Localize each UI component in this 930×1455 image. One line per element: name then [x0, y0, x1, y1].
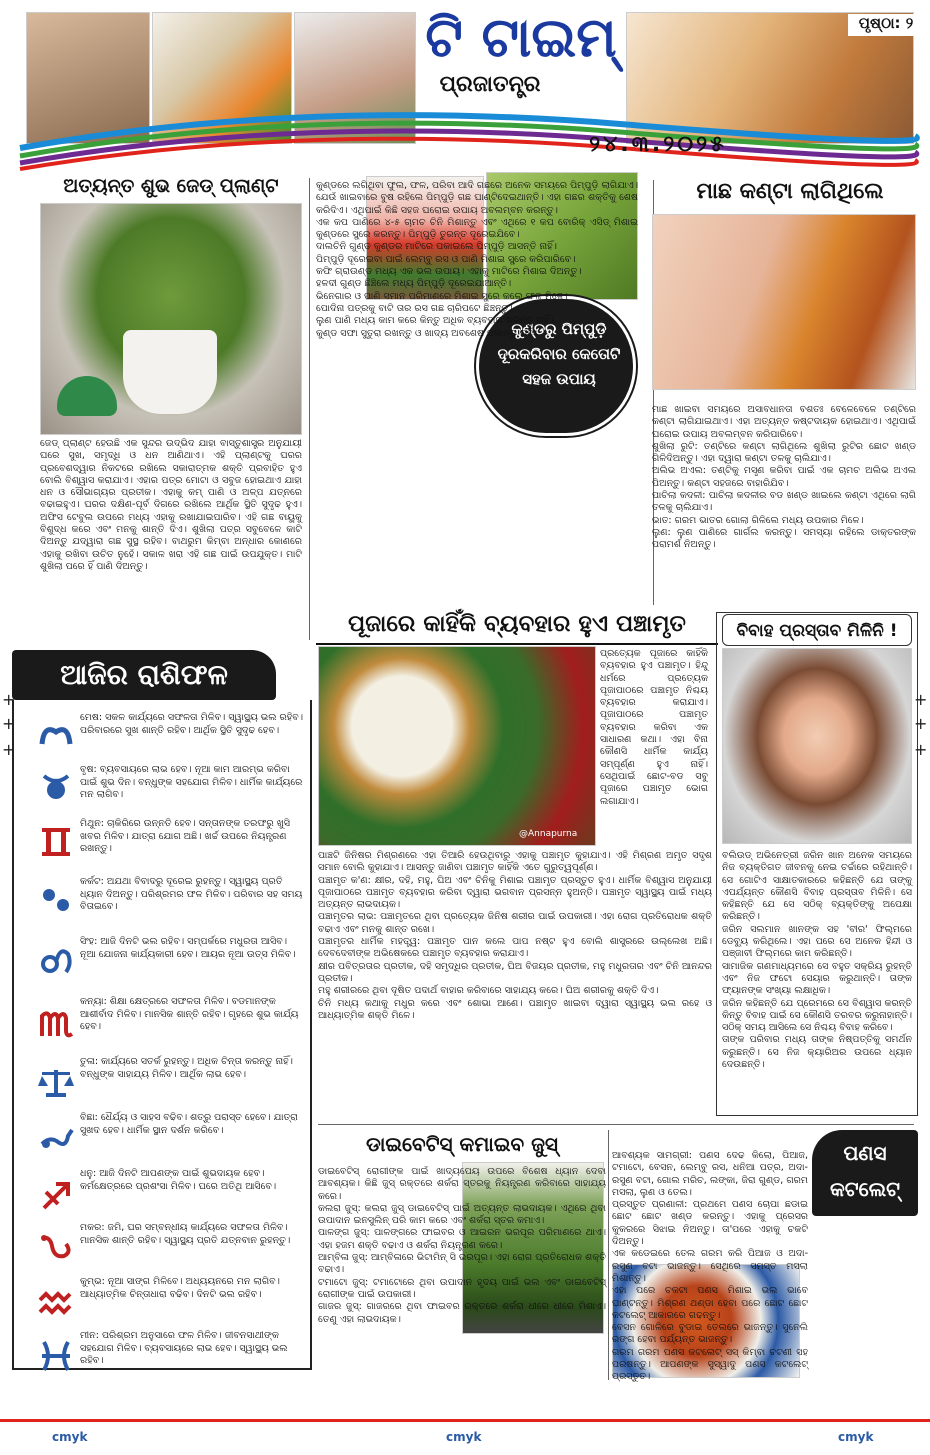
- fish-headline: ମାଛ କଣ୍ଟା ଲାଗିଥିଲେ: [696, 179, 884, 204]
- aquarius-icon: [38, 1288, 74, 1320]
- cutlet-headline-box: [812, 1130, 918, 1216]
- leo-icon: [38, 944, 74, 976]
- juice-headline: ଡାଇବେଟିସ୍ କମାଇବ ଜୁସ୍: [366, 1132, 558, 1156]
- masthead-subtitle: ପ୍ରଜାତନ୍ତ୍ର: [439, 72, 541, 97]
- cutlet-body-continued: [804, 1220, 916, 1380]
- fish-photo: [652, 214, 916, 390]
- masthead-title: ଟି ଟାଇମ୍: [425, 5, 617, 69]
- crop-mark-left-2: +: [2, 714, 16, 733]
- turtle-figurine-shape: [57, 376, 117, 416]
- footer-mark-center: cmyk: [446, 1430, 482, 1444]
- panchamrit-underline: [316, 643, 718, 645]
- virgo-icon: [38, 1008, 74, 1040]
- aries-icon: [38, 718, 74, 750]
- fish-body: ମାଛ ଖାଇବା ସମୟରେ ଅସାବଧାନତା ବଶତଃ ବେଳେବେଳେ ତଣ୍ଟିରେ କଣ୍ଟା ଲାଗିଯାଇଥାଏ। ଏହା ଅତ୍ୟନ୍ତ କଷ୍ଟଦାୟକ ହୋଇଥାଏ। ଏଥିପାଇଁ ଘରୋଇ ଉପାୟ ଅବଲମ୍ବନ କରିପାରିବେ। ଶୁଖିଲା ରୁଟି: ତଣ୍ଟିରେ କଣ୍ଟା ଲାଗିଥିଲେ ଶୁଖିଲା ରୁଟିର ଛୋଟ ଖଣ୍ଡ ଗିଳିଦିଅନ୍ତୁ। ଏହା ଦ୍ୱାରା କଣ୍ଟା ତଳକୁ ଚାଲିଯାଏ। ଅଲିଭ ଅଏଲ: ତଣ୍ଟିକୁ ମସୃଣ କରିବା ପାଇଁ ଏକ ଚାମଚ ଅଲିଭ ଅଏଲ ପିଅନ୍ତୁ। କଣ୍ଟା ସହଜରେ ବାହାରିଯିବ। ପାଚିଲା କଦଳୀ: ପାଚିଲା କଦଳୀର ବଡ ଖଣ୍ଡ ଖାଇଲେ କଣ୍ଟା ଏଥିରେ ଲାଗି ତଳକୁ ଚାଲିଯାଏ। ଭାତ: ଗରମ ଭାତର ଗୋଲା ଗିଳିଲେ ମଧ୍ୟ ଉପକାର ମିଳେ। ଲୁଣ: ଲୁଣ ପାଣିରେ ଗାର୍ଗଲ କରନ୍ତୁ। ସମସ୍ୟା ରହିଲେ ଡାକ୍ତରଙ୍କ ପରାମର୍ଶ ନିଅନ୍ତୁ।: [652, 404, 916, 551]
- zodiac-text-libra: ତୁଳା: କାର୍ଯ୍ୟରେ ସତର୍କ ରୁହନ୍ତୁ। ଅଧିକ ଚିନ୍ତା କରନ୍ତୁ ନାହିଁ। ବନ୍ଧୁଙ୍କ ସାହାଯ୍ୟ ମିଳିବ। ଆର୍ଥିକ ଲାଭ ହେବ।: [80, 1056, 293, 1080]
- masthead: [0, 0, 930, 172]
- panchamrit-headline: ପୂଜାରେ କାହିଁକି ବ୍ୟବହାର ହୁଏ ପଞ୍ଚାମୃତ: [348, 611, 686, 637]
- issue-date: ୨୪.୩.୨୦୨୫: [589, 132, 727, 157]
- zodiac-text-cancer: କର୍କଟ: ଅଯଥା ବିବାଦରୁ ଦୂରେଇ ରୁହନ୍ତୁ। ସ୍ୱାସ୍ଥ୍ୟ ପ୍ରତି ଧ୍ୟାନ ଦିଅନ୍ତୁ। ପରିଶ୍ରମର ଫଳ ମିଳିବ। ପରିବାର ସହ ସମୟ ବିତାଇବେ।: [80, 876, 303, 913]
- jade-pot-shape: [123, 330, 217, 414]
- zodiac-text-pisces: ମୀନ: ପରିଶ୍ରମ ଅନୁସାରେ ଫଳ ମିଳିବ। ଜୀବନସାଥୀଙ୍କ ସହଯୋଗ ମିଳିବ। ବ୍ୟବସାୟରେ ଲାଭ ହେବ। ସ୍ୱାସ୍ଥ୍ୟ ଭଲ ରହିବ।: [80, 1330, 288, 1367]
- footer-mark-left: cmyk: [52, 1430, 88, 1444]
- cutlet-headline-line1: ପଣସ: [843, 1141, 887, 1165]
- page-label: ପୃଷ୍ଠା: ୨: [848, 14, 924, 36]
- jade-plant-photo: [40, 203, 302, 435]
- rashifal-headline-box: [12, 650, 276, 700]
- footer-rule-red: [0, 1419, 930, 1422]
- capricorn-icon: [38, 1232, 74, 1264]
- column-rule-3: [608, 1130, 609, 1380]
- zodiac-text-aquarius: କୁମ୍ଭ: ନୂଆ ସାଙ୍ଗ ମିଳିବେ। ଅଧ୍ୟୟନରେ ମନ ଲାଗିବ। ଆଧ୍ୟାତ୍ମିକ ଚିନ୍ତାଧାରା ବଢିବ। ଦିନଟି ଭଲ ରହିବ।: [80, 1276, 280, 1300]
- footer-mark-right: cmyk: [838, 1430, 874, 1444]
- jade-headline: ଅତ୍ୟନ୍ତ ଶୁଭ ଜେଡ୍ ପ୍ଲାଣ୍ଟ: [63, 175, 279, 197]
- zodiac-text-virgo: କନ୍ୟା: ଶିକ୍ଷା କ୍ଷେତ୍ରରେ ସଫଳତା ମିଳିବ। ବଡମାନଙ୍କ ଆଶୀର୍ବାଦ ମିଳିବ। ମାନସିକ ଶାନ୍ତି ରହିବ। ଗୃହରେ ଶୁଭ କାର୍ଯ୍ୟ ହେବ।: [80, 996, 299, 1033]
- panchamrit-photo: [318, 646, 596, 846]
- crop-mark-right-1: +: [914, 690, 928, 709]
- gemini-icon: [38, 826, 74, 858]
- zodiac-text-aries: ମେଷ: ସକଳ କାର୍ଯ୍ୟରେ ସଫଳତା ମିଳିବ। ସ୍ୱାସ୍ଥ୍ୟ ଭଲ ରହିବ। ପରିବାରରେ ସୁଖ ଶାନ୍ତି ରହିବ। ଆର୍ଥିକ ସ୍ଥିତି ସୁଦୃଢ ହେବ।: [80, 712, 304, 736]
- zodiac-text-scorpio: ବିଛା: ଧୈର୍ଯ୍ୟ ଓ ସାହସ ବଢିବ। ଶତ୍ରୁ ପରାସ୍ତ ହେବେ। ଯାତ୍ରା ସୁଖଦ ହେବ। ଧାର୍ମିକ ସ୍ଥାନ ଦର୍ଶନ କରିବେ।: [80, 1112, 298, 1136]
- zodiac-text-capricorn: ମକର: ଜମି, ଘର ସମ୍ବନ୍ଧୀୟ କାର୍ଯ୍ୟରେ ସଫଳତା ମିଳିବ। ମାନସିକ ଶାନ୍ତି ରହିବ। ସ୍ୱାସ୍ଥ୍ୟ ପ୍ରତି ଯତ୍ନବାନ ରୁହନ୍ତୁ।: [80, 1222, 291, 1246]
- juice-rule-top: [318, 1124, 914, 1125]
- crop-mark-right-2: +: [914, 714, 928, 733]
- zodiac-text-taurus: ବୃଷ: ବ୍ୟବସାୟରେ ଲାଭ ହେବ। ନୂଆ କାମ ଆରମ୍ଭ କରିବା ପାଇଁ ଶୁଭ ଦିନ। ବନ୍ଧୁଙ୍କ ସହଯୋଗ ମିଳିବ। ଧାର୍ମିକ କାର୍ଯ୍ୟରେ ମନ ଲାଗିବ।: [80, 764, 303, 801]
- zodiac-text-leo: ସିଂହ: ଆଜି ଦିନଟି ଭଲ ରହିବ। ସମ୍ପର୍କରେ ମଧୁରତା ଆସିବ। ନୂଆ ଯୋଜନା କାର୍ଯ୍ୟକାରୀ ହେବ। ଆୟର ନୂଆ ଉତ୍ସ ମିଳିବ।: [80, 936, 296, 960]
- zareen-photo: [722, 648, 912, 844]
- ants-body: କୁଣ୍ଡରେ ଲଗିଥିବା ଫୁଲ, ଫଳ, ପରିବା ଆଦି ଗଛରେ ଅନେକ ସମୟରେ ପିମ୍ପୁଡ଼ି ଲାଗିଯାଏ। ଯେଉଁ ଖାଇବାରେ ବୁଷ ରହିଲେ ପିମ୍ପୁଡ଼ି ଗଛ ଘାଣ୍ଟିଦେଇଥାନ୍ତି। ଏହା ଗଛର ଶକ୍ତିକୁ ଶେଷ କରିଦିଏ। ଏଥିପାଇଁ କିଛି ସହଜ ଘରୋଇ ଉପାୟ ଅବଲମ୍ବନ କରନ୍ତୁ। ଏକ କପ ପାଣିରେ ୪-୫ ଚାମଚ ଚିନି ମିଶାନ୍ତୁ ଏବଂ ଏଥିରେ ୧ କପ ବୋରିକ୍ ଏସିଡ୍ ମିଶାଇ କୁଣ୍ଡରେ ସ୍ପ୍ରେ କରନ୍ତୁ। ପିମ୍ପୁଡ଼ି ତୁରନ୍ତ ଦୂରେଇଯିବେ। ଦାଲଚିନି ଗୁଣ୍ଡ କୁଣ୍ଡର ମାଟିରେ ପକାଇଲେ ପିମ୍ପୁଡ଼ି ଆସନ୍ତି ନାହିଁ। ପିମ୍ପୁଡ଼ି ଦୂରେଇବା ପାଇଁ ଲେମ୍ବୁ ରସ ଓ ପାଣି ମିଶାଇ ସ୍ପ୍ରେ କରିପାରିବେ। କଫି ଗ୍ରାଉଣ୍ଡ ମଧ୍ୟ ଏକ ଭଲ ଉପାୟ। ଏହାକୁ ମାଟିରେ ମିଶାଇ ଦିଅନ୍ତୁ। ହଳଦୀ ଗୁଣ୍ଡ ଛିଞ୍ଚିଲେ ମଧ୍ୟ ପିମ୍ପୁଡ଼ି ଦୂରେଇଯାଆନ୍ତି। ଭିନେଗାର ଓ ପାଣି ସମାନ ପରିମାଣରେ ମିଶାଇ ସ୍ପ୍ରେ କଲେ ଫଳ ମିଳେ। ପୋଦିନା ପତ୍ରକୁ ବାଟି ତାର ରସ ଗଛ ଚାରିପଟେ ଛିଞ୍ଚନ୍ତୁ। ଲୁଣ ପାଣି ମଧ୍ୟ କାମ କରେ କିନ୍ତୁ ଅଧିକ ବ୍ୟବହାର କରନ୍ତୁ ନାହିଁ। କୁଣ୍ଡ ସଫା ସୁତୁରା ରଖନ୍ତୁ ଓ ଖାଦ୍ୟ ଅବଶେଷ ପକାନ୍ତୁ ନାହିଁ।: [316, 180, 638, 339]
- crop-mark-right-3: +: [914, 740, 928, 759]
- pisces-icon: [38, 1340, 74, 1372]
- jade-body: ଜେଡ୍ ପ୍ଲାଣ୍ଟ ହେଉଛି ଏକ ସୁନ୍ଦର ଉଦ୍ଭିଦ ଯାହା ବାସ୍ତୁଶାସ୍ତ୍ର ଅନୁଯାୟୀ ଘରେ ସୁଖ, ସମୃଦ୍ଧି ଓ ଧନ ଆଣିଥାଏ। ଏହି ପ୍ଲାଣ୍ଟକୁ ଘରର ପ୍ରବେଶଦ୍ୱାର ନିକଟରେ ରଖିଲେ ସକାରାତ୍ମକ ଶକ୍ତି ପ୍ରବାହିତ ହୁଏ ବୋଲି ବିଶ୍ୱାସ କରାଯାଏ। ଏହାର ପତ୍ର ମୋଟା ଓ ସବୁଜ ହୋଇଥାଏ ଯାହା ଧନ ଓ ସୌଭାଗ୍ୟର ପ୍ରତୀକ। ଏହାକୁ କମ୍ ପାଣି ଓ ଅଳ୍ପ ଯତ୍ନରେ ବଢାଇହୁଏ। ଘରର ଦକ୍ଷିଣ-ପୂର୍ବ ଦିଗରେ ରଖିଲେ ଆର୍ଥିକ ସ୍ଥିତି ସୁଦୃଢ ହୁଏ। ଅଫିସ ଟେବୁଲ ଉପରେ ମଧ୍ୟ ଏହାକୁ ରଖାଯାଇପାରିବ। ଏହି ଗଛ ବାୟୁକୁ ବିଶୁଦ୍ଧ କରେ ଏବଂ ମନକୁ ଶାନ୍ତି ଦିଏ। ଶୁଖିଲା ପତ୍ର ସବୁବେଳେ କାଟି ଦିଅନ୍ତୁ ଯଦ୍ୱାରା ଗଛ ସୁସ୍ଥ ରହିବ। ବାଥରୁମ କିମ୍ବା ଅନ୍ଧାର କୋଣରେ ଏହାକୁ ରଖିବା ଉଚିତ ନୁହେଁ। ସକାଳ ଖରା ଏହି ଗଛ ପାଇଁ ଉପଯୁକ୍ତ। ମାଟି ଶୁଖିଲା ପରେ ହିଁ ପାଣି ଦିଅନ୍ତୁ।: [40, 438, 302, 572]
- zareen-body: ବଲିଉଡ୍ ଅଭିନେତ୍ରୀ ଜରିନ ଖାନ ଅନେକ ସମୟରେ ନିଜ ବ୍ୟକ୍ତିଗତ ଜୀବନକୁ ନେଇ ଚର୍ଚ୍ଚାରେ ରହିଥାନ୍ତି। ସେ ଗୋଟିଏ ସାକ୍ଷାତକାରରେ କହିଛନ୍ତି ଯେ ତାଙ୍କୁ ଏପର୍ଯ୍ୟନ୍ତ କୌଣସି ବିବାହ ପ୍ରସ୍ତାବ ମିଳିନି। ସେ କହିଛନ୍ତି ଯେ ସେ ସଠିକ୍ ବ୍ୟକ୍ତିଙ୍କୁ ଅପେକ୍ଷା କରିଛନ୍ତି। ଜରିନ ସଲମାନ ଖାନଙ୍କ ସହ 'ବୀର' ଫିଲ୍ମରେ ଡେବ୍ୟୁ କରିଥିଲେ। ଏହା ପରେ ସେ ଅନେକ ହିନ୍ଦୀ ଓ ପଞ୍ଜାବୀ ଫିଲ୍ମରେ କାମ କରିଛନ୍ତି। ସାମାଜିକ ଗଣମାଧ୍ୟମରେ ସେ ବହୁତ ସକ୍ରିୟ ରୁହନ୍ତି ଏବଂ ନିଜ ଫଟୋ ସେୟାର କରୁଥାନ୍ତି। ତାଙ୍କ ଫ୍ୟାନଙ୍କ ସଂଖ୍ୟା ଲକ୍ଷାଧିକ। ଜରିନ କହିଛନ୍ତି ଯେ ପ୍ରେମରେ ସେ ବିଶ୍ୱାସ କରନ୍ତି କିନ୍ତୁ ବିବାହ ପାଇଁ ସେ କୌଣସି ତରବର କରୁନାହାନ୍ତି। ସଠିକ୍ ସମୟ ଆସିଲେ ସେ ନିଶ୍ଚୟ ବିବାହ କରିବେ। ତାଙ୍କ ପରିବାର ମଧ୍ୟ ତାଙ୍କ ନିଷ୍ପତ୍ତିକୁ ସମର୍ଥନ କରୁଛନ୍ତି। ସେ ନିଜ କ୍ୟାରିଅର ଉପରେ ଧ୍ୟାନ ଦେଉଛନ୍ତି।: [722, 850, 912, 1071]
- sagittarius-icon: [38, 1180, 74, 1212]
- rashifal-headline: ଆଜିର ରାଶିଫଳ: [60, 658, 228, 691]
- juice-body: ଡାଇବେଟିସ୍ ରୋଗୀଙ୍କ ପାଇଁ ଖାଦ୍ୟପେୟ ଉପରେ ବିଶେଷ ଧ୍ୟାନ ଦେବା ଆବଶ୍ୟକ। କିଛି ଜୁସ୍ ରକ୍ତରେ ଶର୍କରା ସ୍ତରକୁ ନିୟନ୍ତ୍ରଣ କରିବାରେ ସାହାଯ୍ୟ କରେ। କଲରା ଜୁସ୍: କଲରା ଜୁସ୍ ଡାଇବେଟିସ୍ ପାଇଁ ଅତ୍ୟନ୍ତ ଲାଭଦାୟକ। ଏଥିରେ ଥିବା ଉପାଦାନ ଇନସୁଲିନ୍ ପରି କାମ କରେ ଏବଂ ଶର୍କରା ସ୍ତର କମାଏ। ପାଳଙ୍ଗ ଜୁସ୍: ପାଳଙ୍ଗରେ ଫାଇବର ଓ ଆଇରନ ଭରପୂର ପରିମାଣରେ ଥାଏ। ଏହା ହଜମ ଶକ୍ତି ବଢାଏ ଓ ଶର୍କରା ନିୟନ୍ତ୍ରଣ କରେ। ଆମ୍ବିଳା ଜୁସ୍: ଆମ୍ବିଳାରେ ଭିଟାମିନ୍ ସି ଭରପୂର। ଏହା ରୋଗ ପ୍ରତିରୋଧକ ଶକ୍ତି ବଢାଏ। ଟମାଟୋ ଜୁସ୍: ଟମାଟୋରେ ଥିବା ଉପାଦାନ ହୃଦୟ ପାଇଁ ଭଲ ଏବଂ ଡାଇବେଟିସ୍ ରୋଗୀଙ୍କ ପାଇଁ ଉପକାରୀ। ଗାଜର ଜୁସ୍: ଗାଜରରେ ଥିବା ଫାଇବର ରକ୍ତରେ ଶର୍କରା ଧୀରେ ଧୀରେ ମିଶାଏ। ତେଣୁ ଏହା ଲାଭଦାୟକ।: [318, 1166, 606, 1325]
- zodiac-text-sagittarius: ଧନୁ: ଆଜି ଦିନଟି ଆପଣଙ୍କ ପାଇଁ ଶୁଭଦାୟକ ହେବ। କର୍ମକ୍ଷେତ୍ରରେ ପ୍ରଶଂସା ମିଳିବ। ଘରେ ଅତିଥି ଆସିବେ।: [80, 1168, 277, 1192]
- zodiac-text-gemini: ମିଥୁନ: ଚାକିରିରେ ଉନ୍ନତି ହେବ। ସନ୍ତାନଙ୍କ ତରଫରୁ ଖୁସି ଖବର ମିଳିବ। ଯାତ୍ରା ଯୋଗ ଅଛି। ଖର୍ଚ୍ଚ ଉପରେ ନିୟନ୍ତ୍ରଣ ରଖନ୍ତୁ।: [80, 818, 290, 855]
- crop-mark-left-3: +: [2, 740, 16, 759]
- scorpio-icon: [38, 1122, 74, 1154]
- cutlet-body: ଆବଶ୍ୟକ ସାମଗ୍ରୀ: ପଣସ ଦେଢ କିଲୋ, ପିଆଜ, ଟମାଟୋ, ବେସନ, ଲେମ୍ବୁ ରସ, ଧନିଆ ପତ୍ର, ଅଦା-ରସୁଣ ବଟା, ଗୋଲ ମରିଚ, ଲଙ୍କା, ଜିରା ଗୁଣ୍ଡ, ଗରମ ମସଲା, ଲୁଣ ଓ ତେଲ। ପ୍ରସ୍ତୁତ ପ୍ରଣାଳୀ: ପ୍ରଥମେ ପଣସ ଚୋପା ଛଡାଇ ଛୋଟ ଛୋଟ ଖଣ୍ଡ କରନ୍ତୁ। ଏହାକୁ ପ୍ରେସର କୁକରରେ ସିଝାଇ ନିଅନ୍ତୁ। ତା'ପରେ ଏହାକୁ ଚକଟି ଦିଅନ୍ତୁ। ଏକ କଡେଇରେ ତେଲ ଗରମ କରି ପିଆଜ ଓ ଅଦା-ରସୁଣ ବଟା ଭାଜନ୍ତୁ। ସେଥିରେ ସମସ୍ତ ମସଲା ମିଶାନ୍ତୁ। ଏହା ପରେ ଚକଟା ପଣସ ମିଶାଇ ଭଲ ଭାବେ ଘାଣ୍ଟନ୍ତୁ। ମିଶ୍ରଣ ଥଣ୍ଡା ହେବା ପରେ ଛୋଟ ଛୋଟ କଟଲେଟ୍ ଆକାରରେ ଗଢନ୍ତୁ। ବେସନ ଗୋଳିରେ ବୁଡାଇ ତେଲରେ ଭାଜନ୍ତୁ। ସୁନେଲି ରଙ୍ଗ ହେବା ପର୍ଯ୍ୟନ୍ତ ଭାଜନ୍ତୁ। ଗରମ ଗରମ ପଣସ କଟଲେଟ୍ ସସ୍ କିମ୍ବା ଚଟଣୀ ସହ ପରଷନ୍ତୁ। ଆପଣଙ୍କ ସୁସ୍ୱାଦୁ ପଣସ କଟଲେଟ୍ ପ୍ରସ୍ତୁତ।: [612, 1150, 808, 1383]
- crop-mark-left-1: +: [2, 690, 16, 709]
- panchamrit-body: ପାଞ୍ଚଟି ଜିନିଷର ମିଶ୍ରଣରେ ଏହା ତିଆରି ହେଉଥିବାରୁ ଏହାକୁ ପଞ୍ଚାମୃତ କୁହାଯାଏ। ଏହି ମିଶ୍ରଣ ଅମୃତ ସଦୃଶ ସମାନ ବୋଲି କୁହାଯାଏ। ଆସନ୍ତୁ ଜାଣିବା ପଞ୍ଚାମୃତ କାହିଁକି ଏତେ ଗୁରୁତ୍ୱପୂର୍ଣ୍ଣ। ପଞ୍ଚାମୃତ କ'ଣ: କ୍ଷୀର, ଦହି, ମହୁ, ଘିଅ ଏବଂ ଚିନିକୁ ମିଶାଇ ପଞ୍ଚାମୃତ ପ୍ରସ୍ତୁତ ହୁଏ। ଧାର୍ମିକ ବିଶ୍ୱାସ ଅନୁଯାୟୀ ପୂଜାପାଠରେ ପଞ୍ଚାମୃତ ବ୍ୟବହାର କରିବା ଦ୍ୱାରା ଭଗବାନ ପ୍ରସନ୍ନ ହୁଅନ୍ତି। ପଞ୍ଚାମୃତ ସ୍ୱାସ୍ଥ୍ୟ ପାଇଁ ମଧ୍ୟ ଅତ୍ୟନ୍ତ ଲାଭଦାୟକ। ପଞ୍ଚାମୃତର ଲାଭ: ପଞ୍ଚାମୃତରେ ଥିବା ପ୍ରତ୍ୟେକ ଜିନିଷ ଶରୀର ପାଇଁ ଉପକାରୀ। ଏହା ରୋଗ ପ୍ରତିରୋଧକ ଶକ୍ତି ବଢାଏ ଏବଂ ମନକୁ ଶାନ୍ତ ରଖେ। ପଞ୍ଚାମୃତର ଧାର୍ମିକ ମହତ୍ତ୍ୱ: ପଞ୍ଚାମୃତ ପାନ କଲେ ପାପ ନଷ୍ଟ ହୁଏ ବୋଲି ଶାସ୍ତ୍ରରେ ଉଲ୍ଲେଖ ଅଛି। ଦେବଦେବୀଙ୍କ ଅଭିଷେକରେ ପଞ୍ଚାମୃତ ବ୍ୟବହାର କରାଯାଏ। କ୍ଷୀର ପବିତ୍ରତାର ପ୍ରତୀକ, ଦହି ସମୃଦ୍ଧିର ପ୍ରତୀକ, ଘିଅ ବିଜୟର ପ୍ରତୀକ, ମହୁ ମଧୁରତାର ଏବଂ ଚିନି ଆନନ୍ଦର ପ୍ରତୀକ। ମହୁ ଶରୀରରେ ଥିବା ଦୂଷିତ ପଦାର୍ଥ ବାହାର କରିବାରେ ସାହାଯ୍ୟ କରେ। ଘିଅ ଶରୀରକୁ ଶକ୍ତି ଦିଏ। ଚିନି ମଧ୍ୟ କଥାକୁ ମଧୁର କରେ ଏବଂ ଶୋଭା ଆଣେ। ପଞ୍ଚାମୃତ ଖାଇବା ଦ୍ୱାରା ସ୍ୱାସ୍ଥ୍ୟ ଭଲ ରହେ ଓ ଆଧ୍ୟାତ୍ମିକ ଶକ୍ତି ମିଳେ।: [318, 850, 712, 1021]
- taurus-icon: [38, 770, 74, 802]
- zareen-headline: ବିବାହ ପ୍ରସ୍ତାବ ମିଳିନି !: [722, 614, 912, 646]
- panchamrit-image-credit: @Annapurna: [519, 829, 578, 839]
- column-rule-1: [309, 178, 310, 640]
- ants-headline: କୁଣ୍ଡରୁ ପିମ୍ପୁଡ଼ି ଦୂରକରିବାର କେତୋଟି ସହଜ ଉପାୟ: [497, 320, 621, 388]
- cancer-icon: [38, 884, 74, 916]
- panchamrit-side-body: ପ୍ରତ୍ୟେକ ପୂଜାରେ କାହିଁକି ବ୍ୟବହାର ହୁଏ ପଞ୍ଚାମୃତ। ହିନ୍ଦୁ ଧର୍ମରେ ପ୍ରତ୍ୟେକ ପୂଜାପାଠରେ ପଞ୍ଚାମୃତ ନିଶ୍ଚୟ ବ୍ୟବହାର କରାଯାଏ। ପୂଜାପାଠରେ ପଞ୍ଚାମୃତ ବ୍ୟବହାର କରିବା ଏକ ସାଧାରଣ କଥା। ଏହା ବିନା କୌଣସି ଧାର୍ମିକ କାର୍ଯ୍ୟ ସମ୍ପୂର୍ଣ୍ଣ ହୁଏ ନାହିଁ। ସେଥିପାଇଁ ଛୋଟ-ବଡ ସବୁ ପୂଜାରେ ପଞ୍ଚାମୃତ ଭୋଗ ଲଗାଯାଏ।: [600, 648, 708, 807]
- masthead-swoosh: [0, 96, 930, 172]
- cutlet-headline-line2: କଟଲେଟ୍: [830, 1177, 900, 1201]
- libra-icon: [38, 1066, 74, 1098]
